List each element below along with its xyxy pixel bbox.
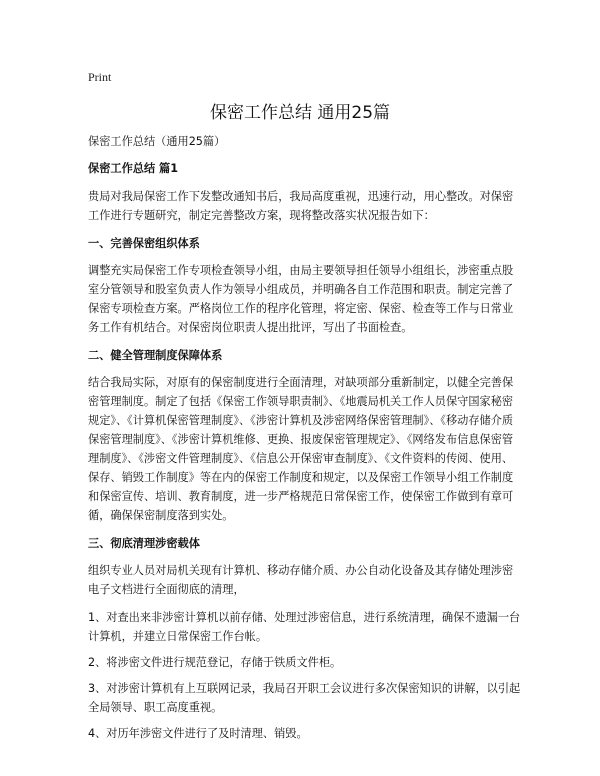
section-heading: 二、健全管理制度保障体系 (88, 349, 223, 362)
section-paragraph: 调整充实局保密工作专项检查领导小组，由局主要领导担任领导小组组长，涉密重点股室分管领导和股室负责人作为领导小组成员，并明确各自工作范围和职责。制定完善了保密专项检查方案。严格岗位工作的程序化管理，将定密、保密、检查等工作与日常业务工作有机结合。对保密岗位职责人提出批评，写出了书面检查。 (88, 264, 514, 334)
section-paragraph: 组织专业人员对局机关现有计算机、移动存储介质、办公自动化设备及其存储处理涉密电子文档进行全面彻底的清理， (88, 564, 514, 596)
article-heading: 保密工作总结 篇1 (88, 162, 178, 175)
intro-paragraph: 贵局对我局保密工作下发整改通知书后，我局高度重视，迅速行动，用心整改。对保密工作进行专题研究，制定完善整改方案，现将整改落实状况报告如下： (88, 190, 514, 222)
list-item: 4、对历年涉密文件进行了及时清理、销毁。 (88, 727, 308, 740)
print-label: Print (88, 70, 112, 84)
section-paragraph: 结合我局实际，对原有的保密制度进行全面清理，对缺项部分重新制定，以健全完善保密管理制度。制定了包括《保密工作领导职责制》、《地震局机关工作人员保守国家秘密规定》、《计算机保密管理制度》、《涉密计算机及涉密网络保密管理制》、《移动存储介质保密管理制度》、《涉密计算机维修、更换、报废保密管理规定》、《网络发布信息保密管理制度》、《涉密文件管理制度》、《信息公开保密审查制度》、《文件资料的传阅、使用、保存、销毁工作制度》等在内的保密工作制度和规定，以及保密工作领导小组工作制度和保密宣传、培训、教育制度，进一步严格规范日常保密工作，使保密工作做到有章可循，确保保密制度落到实处。 (88, 376, 514, 522)
document-body (88, 132, 524, 750)
list-item: 1、对查出来非涉密计算机以前存储、处理过涉密信息，进行系统清理，确保不遗漏一台计算机，并建立日常保密工作台帐。 (88, 611, 521, 643)
section-heading: 一、完善保密组织体系 (88, 237, 200, 250)
document-subtitle: 保密工作总结（通用25篇） (88, 135, 226, 148)
list-item: 2、将涉密文件进行规范登记，存储于铁质文件柜。 (88, 656, 342, 669)
document-title: 保密工作总结 通用25篇 (209, 103, 391, 123)
list-item: 3、对涉密计算机有上互联网记录，我局召开职工会议进行多次保密知识的讲解，以引起全局领导、职工高度重视。 (88, 682, 521, 714)
section-heading: 三、彻底清理涉密载体 (88, 537, 200, 550)
